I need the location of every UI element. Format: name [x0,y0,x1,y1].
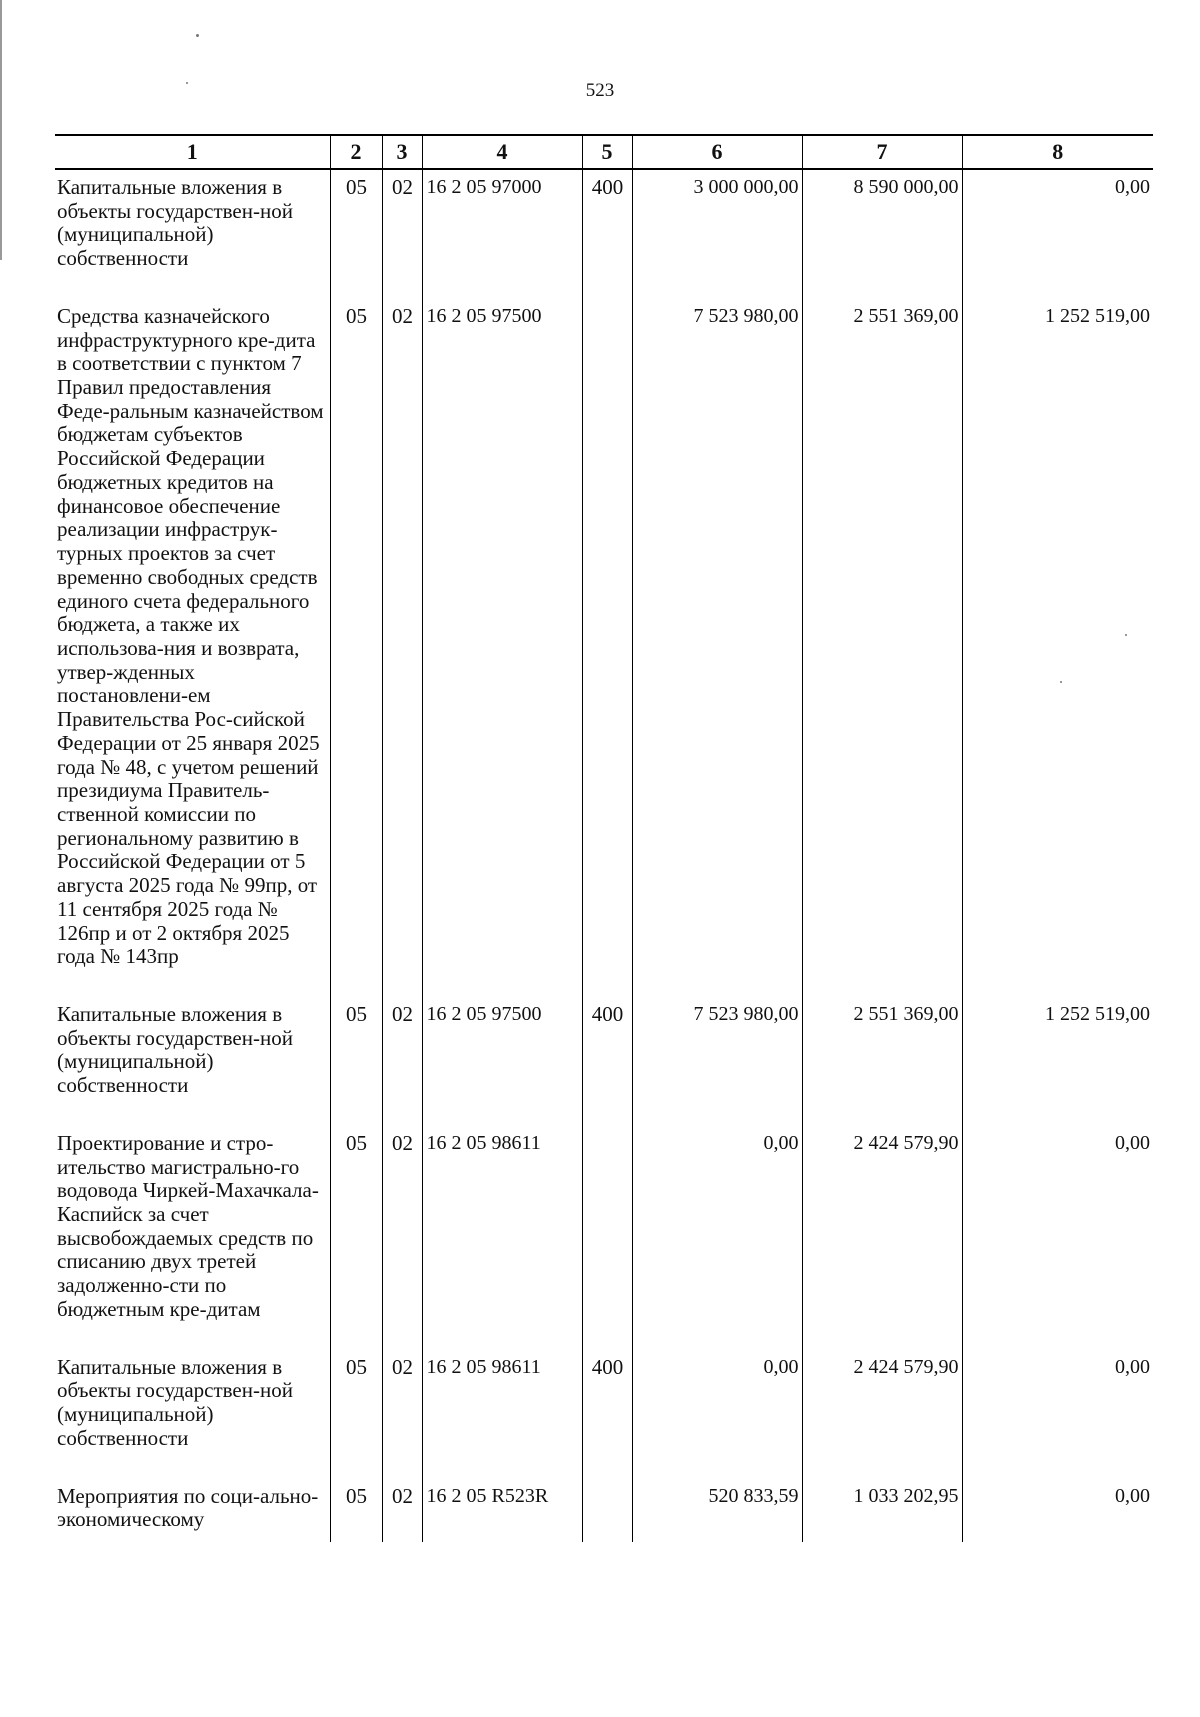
column-header: 6 [632,135,802,169]
item-name: Мероприятия по соци-ально-экономическому [57,1483,319,1532]
column-header: 3 [382,135,422,169]
item-name: Капитальные вложения в объекты государствен-ной (муниципальной) собственности [57,175,293,271]
expense-type-code [582,1479,632,1542]
subsection-code: 02 [382,299,422,997]
column-header: 4 [422,135,582,169]
target-article-code: 16 2 05 97500 [422,299,582,997]
expense-type-code: 400 [582,1350,632,1479]
table-row [55,1350,1153,1479]
amount-col-6: 3 000 000,00 [632,169,802,299]
target-article-code: 16 2 05 97500 [422,997,582,1126]
section-code: 05 [330,169,382,299]
amount-col-7: 2 424 579,90 [802,1126,962,1350]
budget-table [55,134,1153,1542]
amount-col-7: 8 590 000,00 [802,169,962,299]
target-article-code: 16 2 05 98611 [422,1350,582,1479]
subsection-code: 02 [382,1479,422,1542]
amount-col-6: 520 833,59 [632,1479,802,1542]
table-row [55,997,1153,1126]
expense-type-code: 400 [582,169,632,299]
amount-col-8: 0,00 [962,1350,1153,1479]
amount-col-8: 1 252 519,00 [962,299,1153,997]
item-name: Средства казначейского инфраструктурного кре-дита в соответствии с пунктом 7 Правил предоставления Феде-ральным казначейством бюджетам субъектов Российской Федерации бюджетных кредитов на финансовое обеспечение реализации инфраструк-турных проектов за счет временно свободных средств единого счета федерального бюджета, а также их использова-ния и возврата, утвер-жденных постановлени-ем Правительства Рос-сийской Федерации от 25 января 2025 года № 48, с учетом решений президиума Правитель-ственной комиссии по региональному развитию в Российской Федерации от 5 августа 2025 года № 99пр, от 11 сентября 2025 года № 126пр и от 2 октября 2025 года № 143пр [57,303,324,969]
table-row [55,299,1153,997]
column-header: 7 [802,135,962,169]
target-article-code: 16 2 05 97000 [422,169,582,299]
section-code: 05 [330,1350,382,1479]
target-article-code: 16 2 05 98611 [422,1126,582,1350]
expense-type-code [582,299,632,997]
table-row [55,1479,1153,1542]
table-header-row [55,135,1153,169]
subsection-code: 02 [382,1126,422,1350]
amount-col-6: 0,00 [632,1126,802,1350]
subsection-code: 02 [382,1350,422,1479]
section-code: 05 [330,299,382,997]
table-row [55,1126,1153,1350]
page-number: 523 [585,80,615,101]
amount-col-7: 2 424 579,90 [802,1350,962,1479]
item-name: Капитальные вложения в объекты государствен-ной (муниципальной) собственности [57,1354,293,1450]
column-header: 1 [55,135,330,169]
scan-speck [196,34,199,37]
amount-col-8: 0,00 [962,1479,1153,1542]
section-code: 05 [330,1126,382,1350]
section-code: 05 [330,1479,382,1542]
section-code: 05 [330,997,382,1126]
subsection-code: 02 [382,169,422,299]
subsection-code: 02 [382,997,422,1126]
amount-col-6: 0,00 [632,1350,802,1479]
scan-edge-line [0,0,2,260]
column-header: 8 [962,135,1153,169]
amount-col-7: 1 033 202,95 [802,1479,962,1542]
amount-col-6: 7 523 980,00 [632,299,802,997]
target-article-code: 16 2 05 R523R [422,1479,582,1542]
amount-col-8: 1 252 519,00 [962,997,1153,1126]
amount-col-8: 0,00 [962,1126,1153,1350]
column-header: 2 [330,135,382,169]
item-name: Проектирование и стро-ительство магистрально-го водовода Чиркей-Махачкала-Каспийск за счет высвобождаемых средств по списанию двух третей задолженно-сти по бюджетным кре-дитам [57,1130,319,1321]
amount-col-7: 2 551 369,00 [802,299,962,997]
expense-type-code [582,1126,632,1350]
amount-col-7: 2 551 369,00 [802,997,962,1126]
amount-col-8: 0,00 [962,169,1153,299]
item-name: Капитальные вложения в объекты государствен-ной (муниципальной) собственности [57,1002,293,1098]
expense-type-code: 400 [582,997,632,1126]
amount-col-6: 7 523 980,00 [632,997,802,1126]
column-header: 5 [582,135,632,169]
table-row [55,169,1153,299]
